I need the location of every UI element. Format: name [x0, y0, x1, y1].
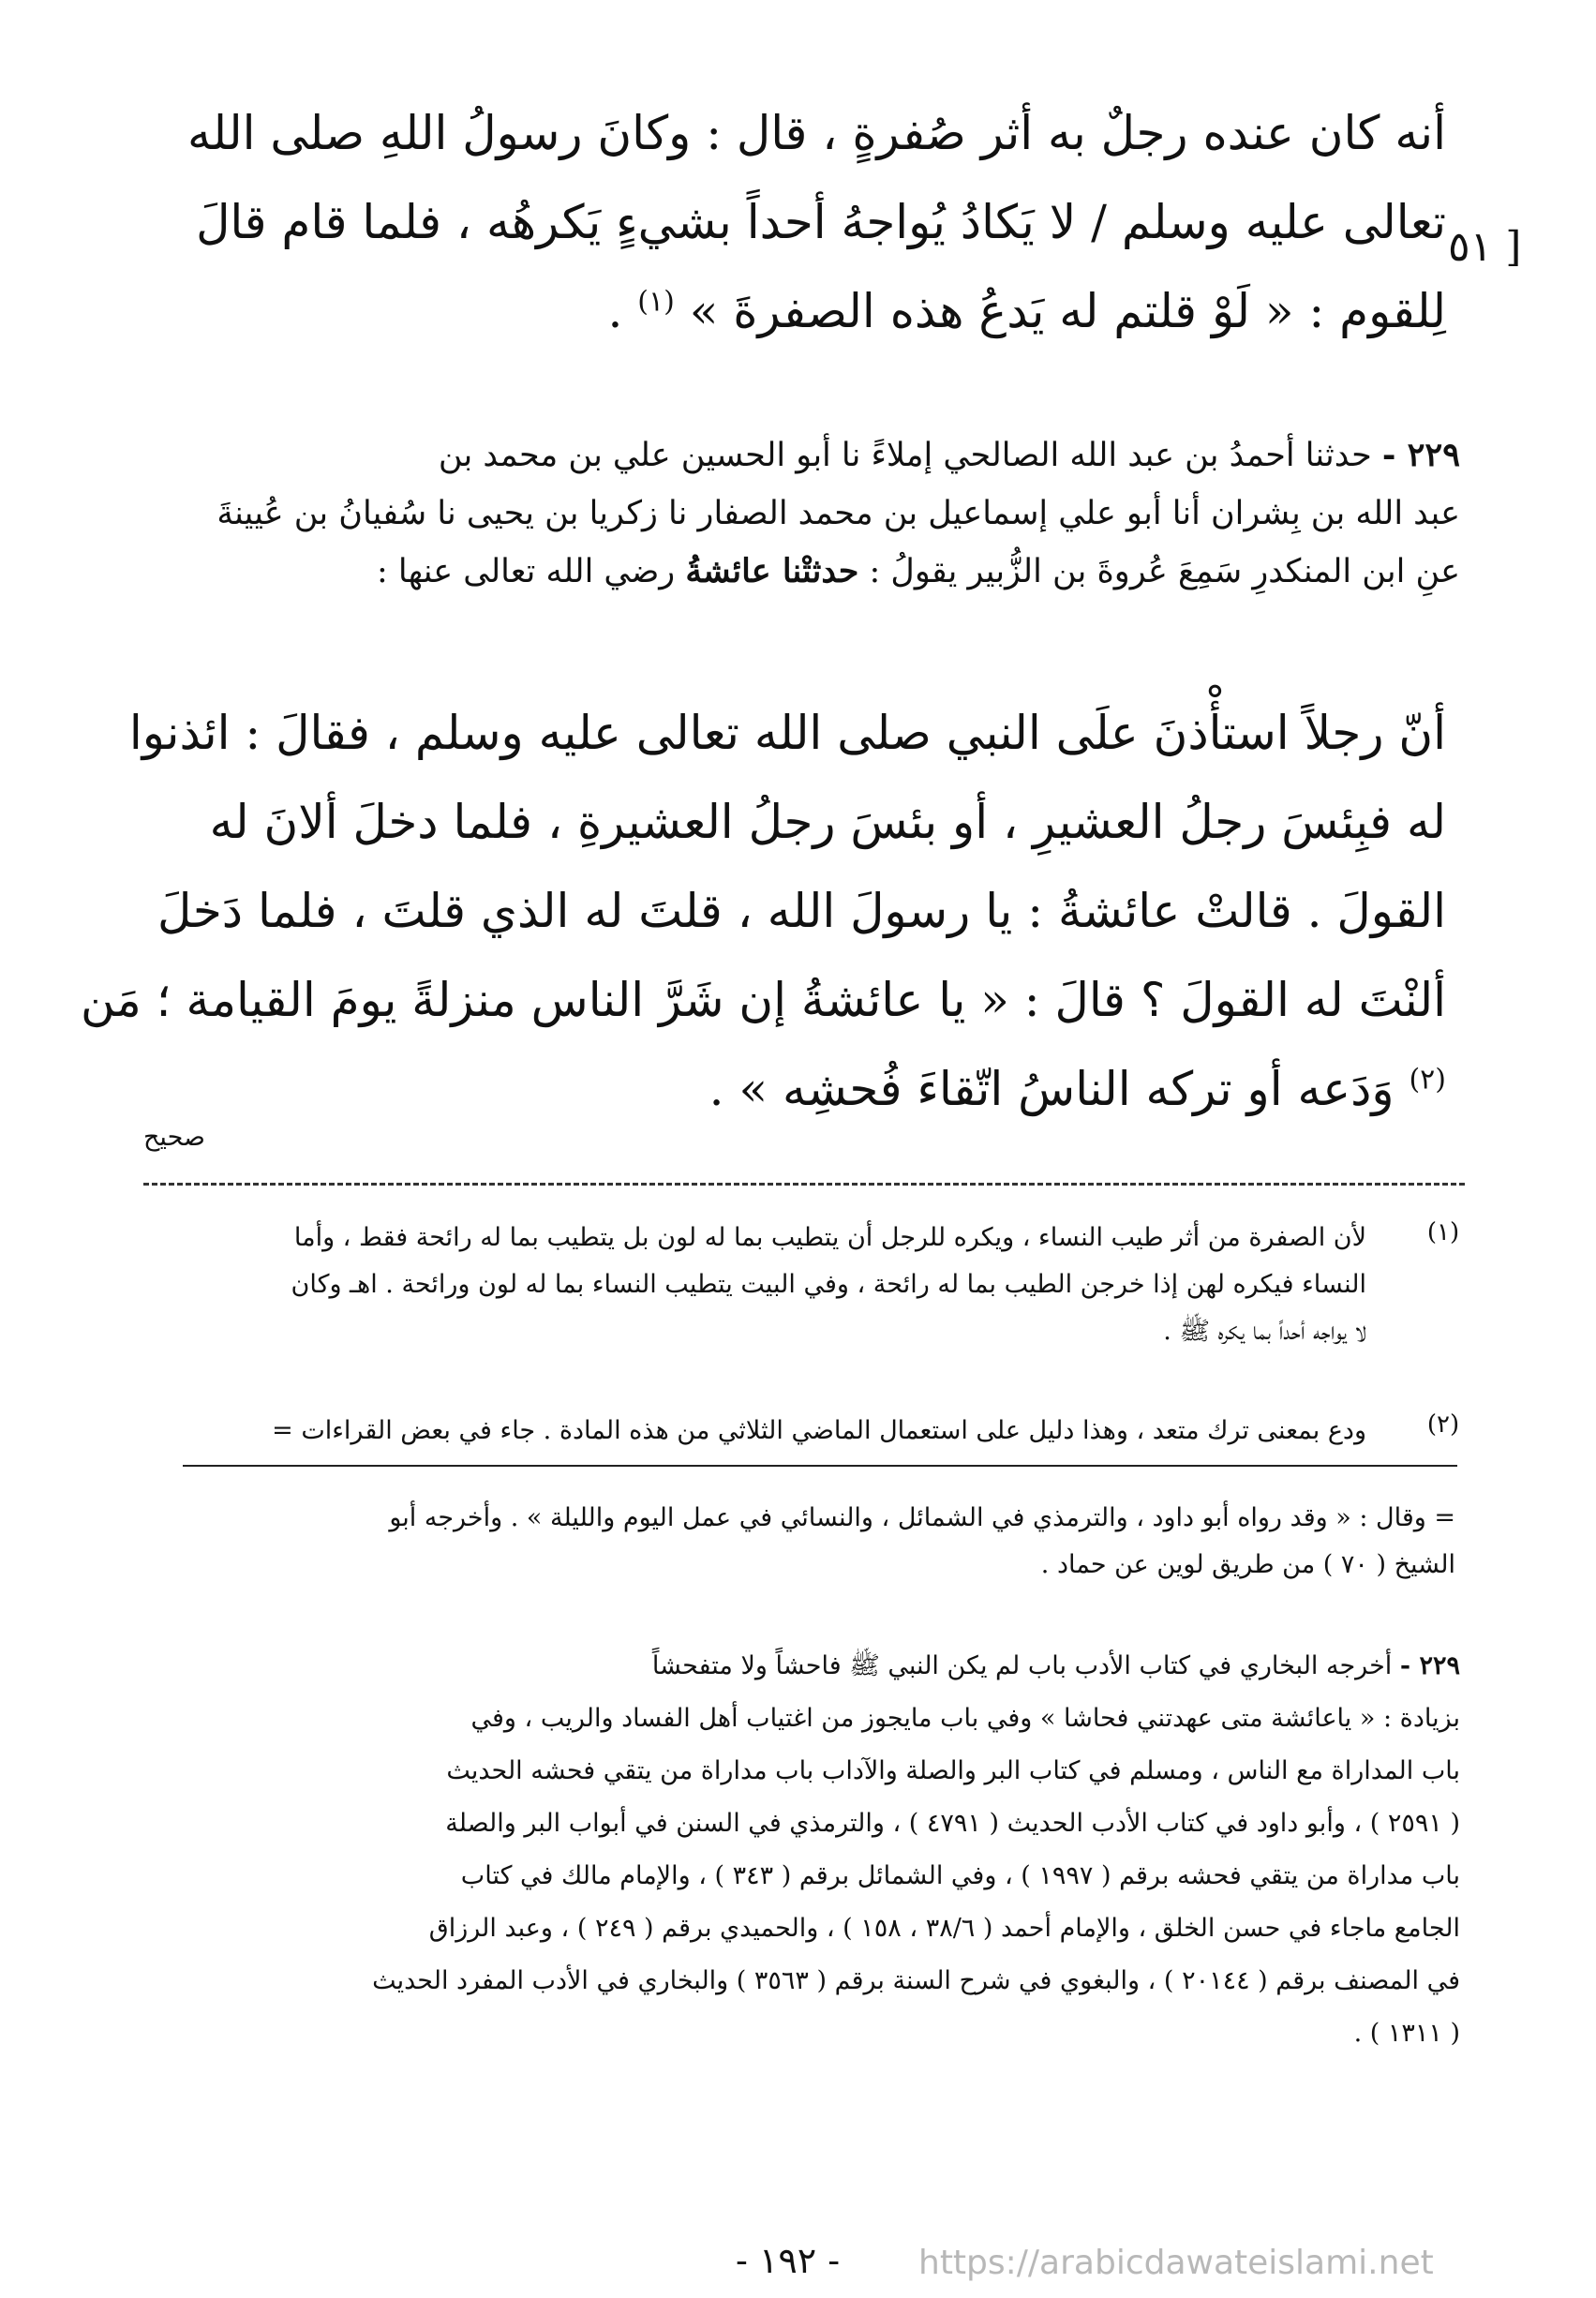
manuscript-folio-marker: ٥١ ]	[1448, 223, 1522, 271]
text-line	[143, 543, 1460, 601]
footnote-ref: (٢)	[1409, 1063, 1446, 1097]
text-line: أنه كان عنده رجلٌ به أثر صُفرةٍ ، قال : وكانَ رسولُ اللهِ صلى الله	[186, 106, 1446, 160]
text-segment: أخرجه البخاري في كتاب الأدب باب لم يكن النبي ﷺ فاحشاً ولا متفحشاً	[651, 1651, 1393, 1680]
footnote-1	[143, 1215, 1366, 1355]
footnote-number: (١)	[1426, 1218, 1460, 1246]
footnote-ref: (١)	[637, 285, 675, 319]
text-period: .	[607, 284, 623, 338]
text-line: باب المداراة مع الناس ، ومسلم في كتاب البر والصلة والآداب باب مداراة من يتقي فحشه الحديث	[446, 1756, 1460, 1785]
hadith-228-continuation	[143, 89, 1446, 356]
footnote-number: (٢)	[1426, 1410, 1460, 1439]
text-segment: لِلقوم : « لَوْ قلتم له يَدعُ هذه الصفرةَ »	[689, 284, 1446, 338]
text-line: = وقال : « وقد رواه أبو داود ، والترمذي في الشمائل ، والنسائي في عمل اليوم والليلة » . وأخرجه أبو	[389, 1503, 1455, 1532]
footnote-separator	[183, 1465, 1457, 1467]
text-segment: حدثنا أحمدُ بن عبد الله الصالحي إملاءً نا أبو الحسين علي بن محمد بن	[438, 437, 1372, 474]
narrator-emphasis: حدثتْنا عائشةُ	[685, 552, 859, 590]
section-divider	[143, 1183, 1465, 1186]
text-line: أنّ رجلاً استأْذنَ علَى النبي صلى الله تعالى عليه وسلم ، فقالَ : ائذنوا	[128, 706, 1446, 760]
page-number: - ١٩٢ -	[736, 2240, 841, 2281]
hadith-number: ٢٢٩ -	[1399, 1651, 1460, 1680]
text-line: لا يواجه أحداً بما يكره ﷺ .	[1163, 1317, 1366, 1346]
hadith-grade: صحيح	[143, 1123, 205, 1152]
text-line: باب مداراة من يتقي فحشه برقم ( ١٩٩٧ ) ، وفي الشمائل برقم ( ٣٤٣ ) ، والإمام مالك في كتاب	[460, 1861, 1460, 1890]
text-line: الجامع ماجاء في حسن الخلق ، والإمام أحمد ( ٣٨/٦ ، ١٥٨ ) ، والحميدي برقم ( ٢٤٩ ) ، وعبد الرزاق	[428, 1914, 1460, 1943]
text-line: عبد الله بن بِشران أنا أبو علي إسماعيل بن محمد الصفار نا زكريا بن يحيى نا سُفيانُ بن عُيينةَ	[216, 495, 1460, 532]
text-line: له فبِئسَ رجلُ العشيرِ ، أو بئسَ رجلُ العشيرةِ ، فلما دخلَ ألانَ له	[209, 795, 1446, 849]
text-segment: وَدَعه أو تركه الناسُ اتّقاءَ فُحشِه » .	[709, 1062, 1395, 1116]
text-line	[143, 426, 1460, 485]
hadith-number: ٢٢٩ -	[1381, 436, 1460, 474]
text-segment: رضي الله تعالى عنها :	[377, 553, 676, 590]
text-line	[143, 1045, 1446, 1134]
text-line: النساء فيكره لهن إذا خرجن الطيب بما له رائحة ، وفي البيت يتطيب النساء بما له لون ورائحة . اهـ وكان	[291, 1270, 1366, 1299]
text-line: بزيادة : « ياعائشة متى عهدتني فحاشا » وفي باب مايجوز من اغتياب أهل الفساد والريب ، وفي	[470, 1704, 1460, 1733]
takhrij-229	[143, 1640, 1460, 2060]
hadith-229-matn	[80, 689, 1446, 1134]
text-line	[143, 267, 1446, 356]
footnote-continuation	[143, 1495, 1455, 1589]
text-line	[143, 1640, 1460, 1693]
text-line: ( ١٣١١ ) .	[1353, 2019, 1460, 2048]
text-segment: عنِ ابن المنكدرِ سَمِعَ عُروةَ بن الزُّبير يقولُ :	[869, 553, 1460, 590]
text-line: ألنْتَ له القولَ ؟ قالَ : « يا عائشةُ إن شَرَّ الناس منزلةً يومَ القيامة ؛ مَن	[80, 973, 1446, 1027]
hadith-229-isnad	[143, 426, 1460, 601]
text-line: ( ٢٥٩١ ) ، وأبو داود في كتاب الأدب الحديث ( ٤٧٩١ ) ، والترمذي في السنن في أبواب البر والصلة	[445, 1809, 1460, 1838]
text-line: تعالى عليه وسلم / لا يَكادُ يُواجهُ أحداً بشيءٍ يَكرهُه ، فلما قام قالَ	[196, 195, 1446, 249]
watermark: https://arabicdawateislami.net	[918, 2244, 1434, 2282]
footnote-2	[143, 1408, 1366, 1455]
text-line: لأن الصفرة من أثر طيب النساء ، ويكره للرجل أن يتطيب بما له لون بل يتطيب بما له رائحة فقط ، وأما	[293, 1223, 1366, 1252]
text-line: القولَ . قالتْ عائشةُ : يا رسولَ الله ، قلتَ له الذي قلتَ ، فلما دَخلَ	[157, 884, 1446, 938]
text-line: ودع بمعنى ترك متعد ، وهذا دليل على استعمال الماضي الثلاثي من هذه المادة . جاء في بعض القراءات =	[272, 1416, 1366, 1445]
text-line: الشيخ ( ٧٠ ) من طريق لوين عن حماد .	[1040, 1550, 1455, 1579]
text-line: في المصنف برقم ( ٢٠١٤٤ ) ، والبغوي في شرح السنة برقم ( ٣٥٦٣ ) والبخاري في الأدب المفرد الحديث	[372, 1966, 1460, 1995]
